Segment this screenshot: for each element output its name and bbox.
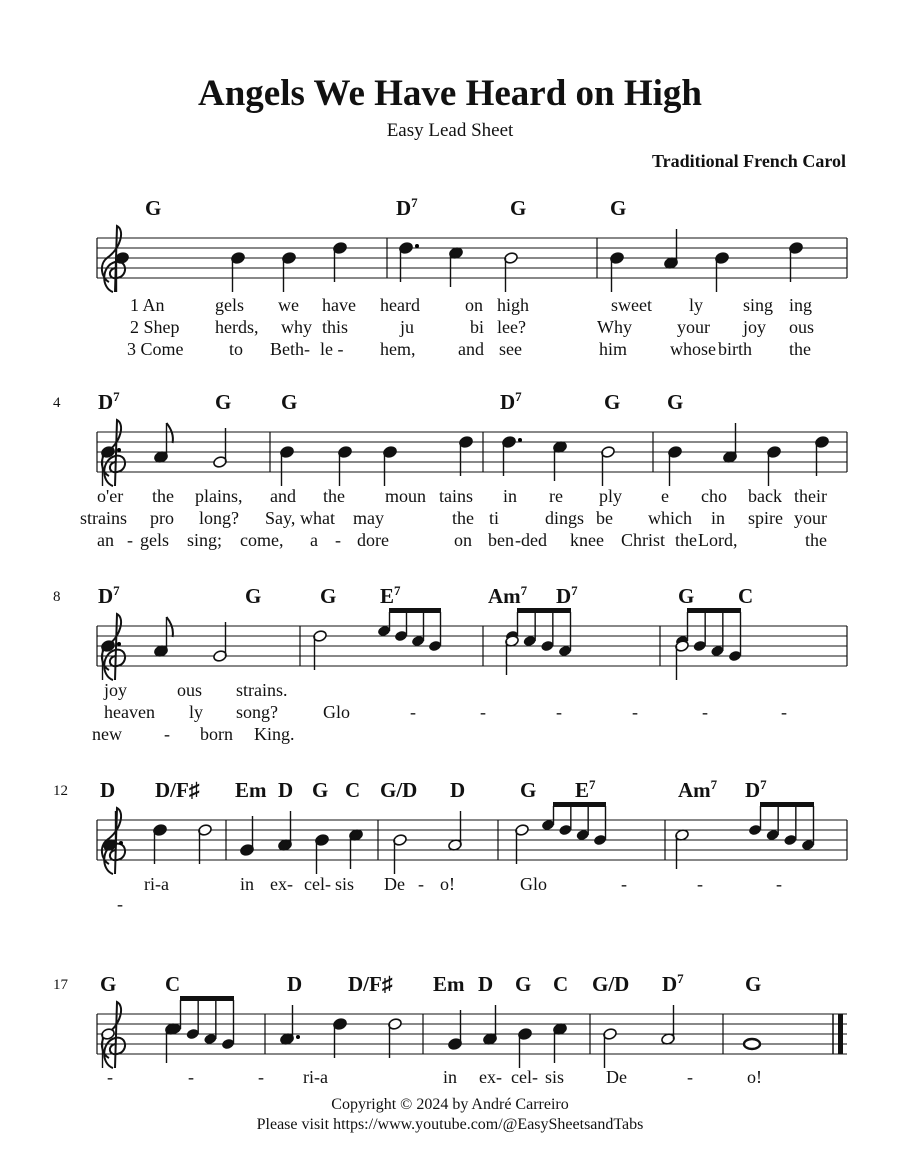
chord-symbol: D	[100, 778, 116, 802]
lyric-syllable: be	[596, 508, 613, 528]
chord-symbol: C	[553, 972, 569, 996]
composer-credit: Traditional French Carol	[651, 151, 846, 171]
lyric-syllable: -	[258, 1067, 264, 1087]
lyric-syllable: the	[805, 530, 827, 550]
measure-number: 17	[53, 977, 68, 993]
chord-symbol: Em	[433, 972, 465, 996]
note-dot	[117, 448, 121, 452]
lyric-syllable: in	[503, 486, 518, 506]
lyric-syllable: -	[418, 874, 424, 894]
lyric-syllable: o'er	[97, 486, 124, 506]
lyric-syllable: and	[458, 339, 484, 359]
staff-system	[53, 777, 847, 914]
chord-symbol: D	[478, 972, 494, 996]
chord-symbol: G	[320, 584, 337, 608]
lyric-syllable: -	[335, 530, 341, 550]
staff-system	[97, 195, 847, 359]
lyric-syllable: an	[97, 530, 114, 550]
lyric-syllable: joy	[104, 680, 128, 700]
lyric-syllable: -	[632, 702, 638, 722]
lyric-syllable: Why	[597, 317, 632, 337]
lyric-syllable: high	[497, 295, 530, 315]
lyric-syllable: ous	[177, 680, 203, 700]
lyric-syllable: joy	[743, 317, 767, 337]
lyric-syllable: sing;	[187, 530, 223, 550]
lyric-syllable: the	[152, 486, 174, 506]
lyric-syllable: plains,	[195, 486, 243, 506]
lyric-syllable: the	[789, 339, 811, 359]
lyric-syllable: in	[711, 508, 726, 528]
lyric-syllable: Glo	[520, 874, 547, 894]
chord-symbol: G	[667, 390, 684, 414]
chord-symbol: G	[145, 196, 162, 220]
chord-symbol: G	[510, 196, 527, 220]
lyric-syllable: strains	[80, 508, 127, 528]
lyric-syllable: new	[92, 724, 122, 744]
lyric-syllable: ous	[789, 317, 815, 337]
lyric-syllable: pro	[150, 508, 174, 528]
staff-system	[53, 583, 847, 744]
lyric-syllable: your	[794, 508, 827, 528]
lyric-syllable: may	[353, 508, 384, 528]
chord-symbol: G	[100, 972, 117, 996]
lyric-syllable: -	[107, 1067, 113, 1087]
chord-symbol: G	[281, 390, 298, 414]
lyric-syllable: Say,	[265, 508, 296, 528]
lyric-syllable: strains.	[236, 680, 288, 700]
chord-symbol: G/D	[380, 778, 418, 802]
lyric-syllable: sing	[743, 295, 774, 315]
lyric-syllable: and	[270, 486, 296, 506]
lyric-syllable: le -	[320, 339, 344, 359]
final-barline	[838, 1014, 843, 1054]
chord-symbol: Am$^7$	[488, 583, 528, 608]
note-beam	[389, 608, 441, 613]
chord-symbol: $D^7$	[500, 389, 522, 414]
lyric-syllable: the	[452, 508, 474, 528]
chord-symbol: C	[165, 972, 181, 996]
lyric-syllable: ing	[789, 295, 813, 315]
lyric-syllable: your	[677, 317, 710, 337]
chord-symbol: G	[520, 778, 537, 802]
lyric-syllable: have	[322, 295, 356, 315]
lyric-syllable: Beth-	[270, 339, 310, 359]
lyric-syllable: Glo	[323, 702, 350, 722]
lyric-syllable: dings	[545, 508, 585, 528]
lyric-syllable: in	[443, 1067, 458, 1087]
chord-symbol: G	[745, 972, 762, 996]
lyric-syllable: -	[480, 702, 486, 722]
lyric-syllable: -	[410, 702, 416, 722]
lyric-syllable: to	[229, 339, 244, 359]
lyric-syllable: we	[278, 295, 299, 315]
chord-symbol: C	[345, 778, 361, 802]
lyric-syllable: back	[748, 486, 782, 506]
lyric-syllable: cel-	[511, 1067, 538, 1087]
chord-symbol: $D^7$	[396, 195, 418, 220]
chord-symbol: D/F♯	[348, 972, 393, 996]
lyric-syllable: in	[240, 874, 255, 894]
lyric-syllable: De	[606, 1067, 627, 1087]
note-flag	[167, 423, 173, 443]
lyric-syllable: ri-a	[303, 1067, 328, 1087]
lyric-syllable: o!	[747, 1067, 762, 1087]
lyric-syllable: ly	[189, 702, 204, 722]
lyric-syllable: knee	[570, 530, 604, 550]
chord-symbol: D	[287, 972, 303, 996]
lyric-syllable: whose	[670, 339, 716, 359]
lyric-syllable: the	[675, 530, 697, 550]
chord-symbol: D	[278, 778, 294, 802]
lyric-syllable: ben	[488, 530, 514, 550]
chord-symbol: $D^7$	[662, 971, 684, 996]
lyric-syllable: birth	[718, 339, 752, 359]
lyric-syllable: o!	[440, 874, 455, 894]
lyric-syllable: tains	[439, 486, 473, 506]
chord-symbol: G	[215, 390, 232, 414]
lyric-syllable: -	[702, 702, 708, 722]
lyric-syllable: come,	[240, 530, 284, 550]
lyric-syllable: moun	[385, 486, 427, 506]
note-beam	[553, 802, 606, 807]
lyric-syllable: heaven	[104, 702, 155, 722]
lyric-syllable: him	[599, 339, 628, 359]
lyric-syllable: long?	[199, 508, 239, 528]
lyric-syllable: cho	[701, 486, 727, 506]
chord-symbol: $D^7$	[556, 583, 578, 608]
lyric-syllable: ri-a	[144, 874, 169, 894]
chord-symbol: $D^7$	[98, 389, 120, 414]
staff-system	[53, 389, 847, 550]
page-title: Angels We Have Heard on High	[198, 73, 702, 114]
lyric-syllable: -	[697, 874, 703, 894]
measure-number: 12	[53, 783, 68, 799]
measure-number: 4	[53, 395, 61, 411]
lyric-syllable: ju	[400, 317, 415, 337]
lyric-syllable: herds,	[215, 317, 259, 337]
lyric-syllable: 1 An	[130, 295, 165, 315]
lyric-syllable: -	[188, 1067, 194, 1087]
note-beam	[760, 802, 814, 807]
chord-symbol: G	[604, 390, 621, 414]
chord-symbol: Am$^7$	[678, 777, 718, 802]
visit-line: Please visit https://www.youtube.com/@EasySheetsandTabs	[256, 1116, 644, 1133]
note-beam	[180, 996, 234, 1001]
lyric-syllable: -	[164, 724, 170, 744]
chord-symbol: G	[515, 972, 532, 996]
lyric-syllable: -	[127, 530, 133, 550]
lyric-syllable: born	[200, 724, 233, 744]
staff-system	[53, 971, 847, 1087]
lyric-syllable: ply	[599, 486, 623, 506]
chord-symbol: $D^7$	[745, 777, 767, 802]
lyric-syllable: what	[300, 508, 335, 528]
chord-symbol: G	[245, 584, 262, 608]
chord-symbol: Em	[235, 778, 267, 802]
lyric-syllable: gels	[215, 295, 244, 315]
lyric-syllable: spire	[748, 508, 783, 528]
lyric-syllable: lee?	[497, 317, 526, 337]
measure-number: 8	[53, 589, 61, 605]
lyric-syllable: gels	[140, 530, 169, 550]
lyric-syllable: De	[384, 874, 405, 894]
note-dot	[296, 1035, 300, 1039]
lyric-syllable: their	[794, 486, 827, 506]
lyric-syllable: ti	[489, 508, 500, 528]
lyric-syllable: -	[117, 894, 123, 914]
chord-symbol: D/F♯	[155, 778, 200, 802]
chord-symbol: C	[738, 584, 754, 608]
lyric-syllable: this	[322, 317, 349, 337]
lyric-syllable: -	[776, 874, 782, 894]
lyric-syllable: ex-	[479, 1067, 502, 1087]
chord-symbol: G	[678, 584, 695, 608]
lyric-syllable: sweet	[611, 295, 652, 315]
lyric-syllable: re	[549, 486, 563, 506]
chord-symbol: G	[610, 196, 627, 220]
lyric-syllable: -ded	[515, 530, 547, 550]
lyric-syllable: on	[465, 295, 483, 315]
lyric-syllable: e	[661, 486, 669, 506]
note-dot	[415, 244, 419, 248]
note-dot	[119, 841, 123, 845]
chord-symbol: $D^7$	[98, 583, 120, 608]
lyric-syllable: ly	[689, 295, 704, 315]
lyric-syllable: on	[454, 530, 472, 550]
lyric-syllable: Christ	[621, 530, 666, 550]
lyric-syllable: see	[499, 339, 522, 359]
chord-symbol: D	[450, 778, 466, 802]
chord-symbol: G	[312, 778, 329, 802]
lyric-syllable: Lord,	[698, 530, 738, 550]
chord-symbol: $E^7$	[575, 777, 596, 802]
note-dot	[117, 642, 121, 646]
lyric-syllable: sis	[545, 1067, 565, 1087]
whole-note	[744, 1039, 760, 1049]
lyric-syllable: -	[781, 702, 787, 722]
note-beam	[517, 608, 571, 613]
note-flag	[167, 617, 173, 637]
lyric-syllable: the	[323, 486, 345, 506]
lyric-syllable: -	[687, 1067, 693, 1087]
lyric-syllable: which	[648, 508, 692, 528]
lyric-syllable: bi	[470, 317, 485, 337]
note-beam	[687, 608, 741, 613]
lyric-syllable: 2 Shep	[130, 317, 180, 337]
lyric-syllable: heard	[380, 295, 420, 315]
lyric-syllable: -	[621, 874, 627, 894]
copyright-line: Copyright © 2024 by André Carreiro	[331, 1096, 569, 1113]
lyric-syllable: cel-	[304, 874, 331, 894]
page-subtitle: Easy Lead Sheet	[386, 120, 514, 141]
lyric-syllable: why	[281, 317, 312, 337]
lyric-syllable: song?	[236, 702, 278, 722]
lyric-syllable: King.	[254, 724, 295, 744]
lyric-syllable: -	[556, 702, 562, 722]
lyric-syllable: sis	[335, 874, 355, 894]
chord-symbol: G/D	[592, 972, 630, 996]
chord-symbol: $E^7$	[380, 583, 401, 608]
lyric-syllable: ex-	[270, 874, 293, 894]
note-dot	[518, 438, 522, 442]
lyric-syllable: hem,	[380, 339, 416, 359]
lyric-syllable: dore	[357, 530, 389, 550]
lyric-syllable: a	[310, 530, 318, 550]
lyric-syllable: 3 Come	[127, 339, 184, 359]
